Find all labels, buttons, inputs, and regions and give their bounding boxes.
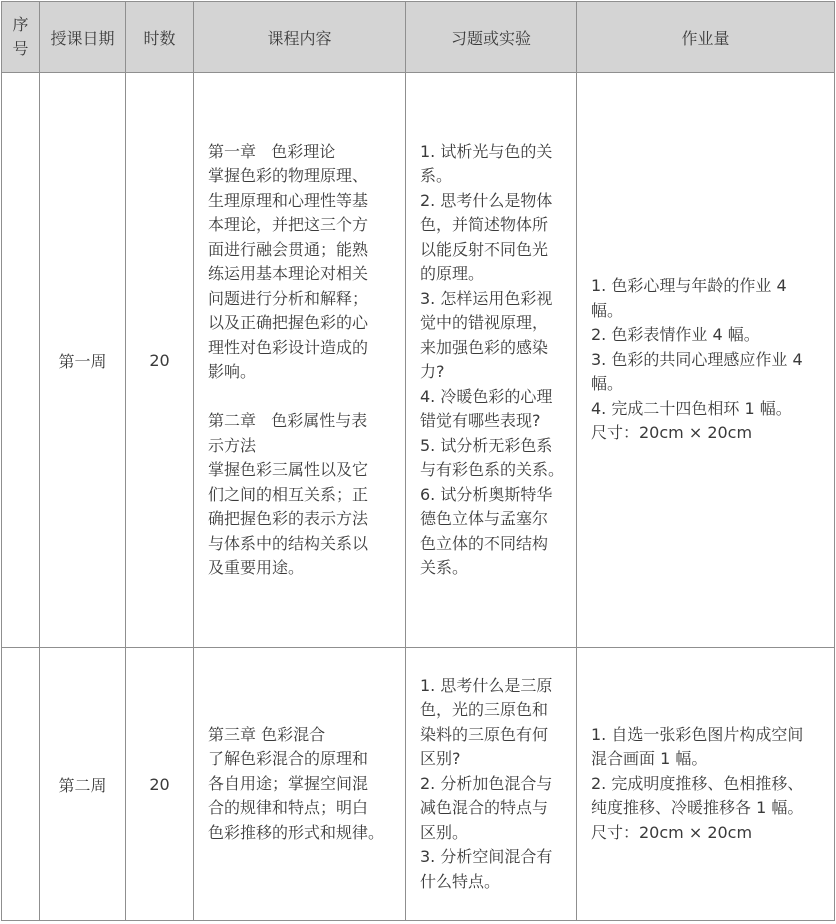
cell-line: 5. 试分析无彩色系: [420, 435, 553, 455]
cell-line: 色，并简述物体所: [420, 215, 549, 234]
row1-date: 第一周: [40, 73, 126, 648]
cell-line: 1. 色彩心理与年龄的作业 4 幅。: [591, 276, 792, 320]
cell-line: 关系。: [420, 558, 469, 577]
cell-line: 第一章 色彩理论: [208, 141, 336, 161]
cell-line: 的原理。: [420, 264, 485, 283]
cell-line: 第三章 色彩混合: [208, 724, 326, 744]
cell-line: 区别。: [420, 822, 469, 842]
header-hours: 时数: [126, 2, 194, 73]
cell-line: 色，光的三原色和: [420, 700, 549, 720]
cell-line: 示方法: [208, 435, 257, 455]
cell-line: 3. 怎样运用色彩视: [420, 288, 553, 308]
cell-line: 面进行融会贯通；能熟: [208, 239, 369, 259]
cell-line: 2. 色彩表情作业 4 幅。: [591, 325, 760, 345]
cell-line: 3. 分析空间混合有: [420, 847, 553, 867]
cell-line: 2. 思考什么是物体: [420, 190, 553, 210]
cell-line: 来加强色彩的感染: [420, 337, 549, 357]
header-seq: [2, 2, 40, 73]
header-content: 课程内容: [194, 2, 406, 73]
row1-homework: [577, 73, 835, 648]
cell-line: 2. 完成明度推移、色相推移、: [591, 773, 804, 793]
cell-line: 纯度推移、冷暖推移各 1 幅。: [591, 798, 804, 818]
cell-line: 本理论，并把这三个方: [208, 215, 369, 234]
header-row: [2, 2, 835, 73]
cell-line: 生理原理和心理性等基: [208, 190, 369, 210]
cell-line: 1. 思考什么是三原: [420, 675, 553, 695]
cell-line: 们之间的相互关系；正: [208, 484, 369, 504]
row1-hours: 20: [126, 73, 194, 648]
syllabus-table: [1, 1, 835, 921]
cell-line: 与体系中的结构关系以: [208, 533, 369, 553]
cell-line: 掌握色彩三属性以及它: [208, 460, 369, 479]
row2-content: [194, 648, 406, 921]
cell-line: 尺寸：20cm × 20cm: [591, 822, 753, 842]
cell-line: 掌握色彩的物理原理、: [208, 166, 369, 185]
cell-line: 影响。: [208, 362, 257, 381]
table-row-week1: [2, 73, 835, 648]
cell-line: 第二章 色彩属性与表: [208, 411, 368, 430]
cell-line: 色立体的不同结构: [420, 533, 549, 553]
cell-line: 4. 冷暖色彩的心理: [420, 386, 553, 406]
row2-exercises: [406, 648, 577, 921]
cell-line: 幅。: [591, 374, 624, 394]
cell-line: 确把握色彩的表示方法: [208, 509, 369, 528]
cell-line: 4. 完成二十四色相环 1 幅。: [591, 398, 792, 418]
cell-line: 以能反射不同色光: [420, 239, 549, 259]
header-date: 授课日期: [40, 2, 126, 73]
row2-seq: [2, 648, 40, 921]
cell-line: 尺寸：20cm × 20cm: [591, 423, 753, 443]
row1-content: [194, 73, 406, 648]
cell-line: 染料的三原色有何: [420, 724, 549, 744]
row2-date: 第二周: [40, 648, 126, 921]
row1-exercises: [406, 73, 577, 648]
cell-line: 6. 试分析奥斯特华: [420, 484, 553, 504]
cell-line: 了解色彩混合的原理和: [208, 749, 369, 769]
cell-line: 理性对色彩设计造成的: [208, 337, 369, 357]
cell-line: 合的规律和特点；明白: [208, 798, 369, 818]
cell-line: 1. 自选一张彩色图片构成空间: [591, 724, 804, 744]
cell-line: 错觉有哪些表现?: [420, 411, 541, 430]
cell-line: 各自用途；掌握空间混: [208, 773, 369, 793]
cell-line: 力?: [420, 362, 445, 381]
header-seq-line2: 号: [12, 39, 29, 58]
cell-line: 什么特点。: [420, 871, 501, 891]
header-seq-line1: 序: [12, 15, 29, 34]
cell-line: 区别?: [420, 749, 461, 769]
cell-line: 1. 试析光与色的关: [420, 141, 553, 161]
cell-line: 2. 分析加色混合与: [420, 773, 553, 793]
row2-hours: 20: [126, 648, 194, 921]
cell-line: 以及正确把握色彩的心: [208, 313, 369, 332]
header-homework: 作业量: [577, 2, 835, 73]
cell-line: 减色混合的特点与: [420, 798, 549, 818]
cell-line: [208, 385, 393, 410]
cell-line: 3. 色彩的共同心理感应作业 4: [591, 349, 803, 369]
cell-line: 色彩推移的形式和规律。: [208, 822, 385, 842]
cell-line: 及重要用途。: [208, 558, 305, 577]
cell-line: 练运用基本理论对相关: [208, 264, 369, 283]
cell-line: 与有彩色系的关系。: [420, 460, 565, 479]
cell-line: 问题进行分析和解释；: [208, 288, 369, 308]
cell-line: 混合画面 1 幅。: [591, 749, 708, 769]
header-exercises: 习题或实验: [406, 2, 577, 73]
row1-seq: [2, 73, 40, 648]
cell-line: 觉中的错视原理，: [420, 313, 549, 332]
row2-homework: [577, 648, 835, 921]
cell-line: 德色立体与孟塞尔: [420, 509, 549, 528]
table-row-week2: [2, 648, 835, 921]
cell-line: 系。: [420, 166, 453, 185]
